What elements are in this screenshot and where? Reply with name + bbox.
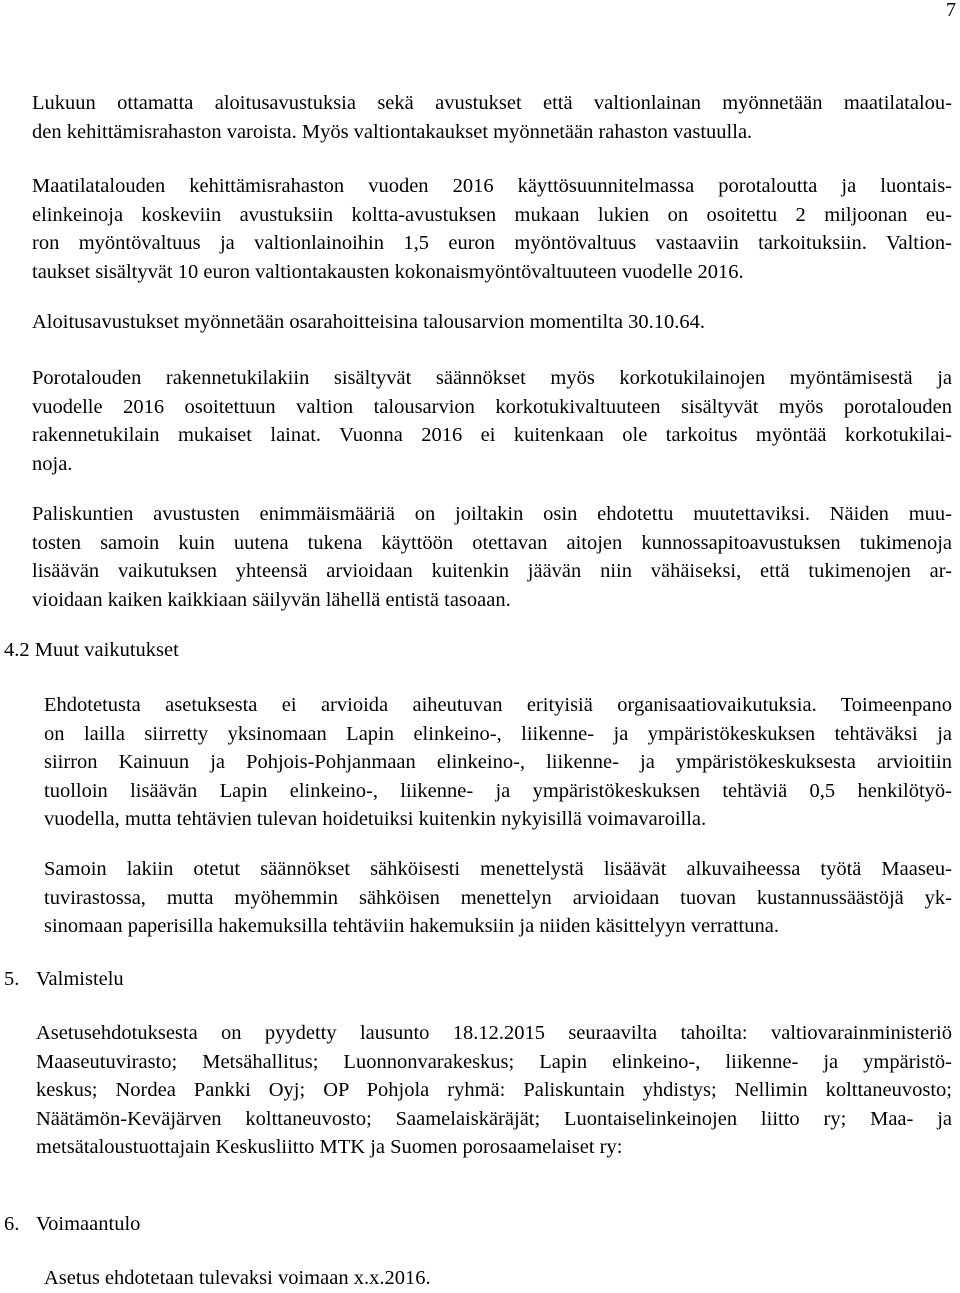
- text-line: lisäävän vaikutuksen yhteensä arvioidaan kuitenkin jäävän niin vähäiseksi, että tukimenojen ar-: [32, 560, 952, 582]
- text-line: elinkeinoja koskeviin avustuksiin koltta-avustuksen mukaan lukien on osoitettu 2 miljoonan eu-: [32, 203, 952, 226]
- text-line: Asetusehdotuksesta on pyydetty lausunto 18.12.2015 seuraavilta tahoilta: valtiovarainministeriö: [36, 1022, 952, 1044]
- section-number: 5.: [4, 968, 20, 990]
- text-line: siirron Kainuun ja Pohjois-Pohjanmaan elinkeino-, liikenne- ja ympäristökeskuksesta arvioitiin: [44, 751, 952, 773]
- text-line: vioidaan kaiken kaikkiaan säilyvän lähellä entistä tasoaan.: [32, 588, 511, 611]
- text-line: vuodelle 2016 osoitettuun valtion talousarvion korkotukivaltuuteen sisältyvät myös porotalouden: [32, 395, 952, 418]
- text-line: Porotalouden rakennetukilakiin sisältyvät säännökset myös korkotukilainojen myöntämisestä ja: [32, 367, 952, 389]
- text-line: Näätämön-Keväjärven kolttaneuvosto; Saamelaiskäräjät; Luontaiselinkeinojen liitto ry; Maa- ja: [36, 1107, 952, 1130]
- text-line: on lailla siirretty yksinomaan Lapin elinkeino-, liikenne- ja ympäristökeskuksen tehtäväksi ja: [44, 722, 952, 745]
- text-line: Aloitusavustukset myönnetään osarahoitteisina talousarvion momentilta 30.10.64.: [32, 311, 705, 333]
- paragraph-interest-subsidy: [32, 364, 952, 478]
- section-title: Voimaantulo: [36, 1213, 141, 1235]
- paragraph-entry-into-force: [44, 1264, 952, 1293]
- text-line: Samoin lakiin otetut säännökset sähköisesti menettelystä lisäävät alkuvaiheessa työtä Maaseu-: [44, 858, 952, 880]
- text-line: ron myöntövaltuus ja valtionlainoihin 1,5 euron myöntövaltuus vastaaviin tarkoituksiin. Valtion-: [32, 232, 952, 254]
- text-line: taukset sisältyvät 10 euron valtiontakausten kokonaismyöntövaltuuteen vuodelle 2016.: [32, 260, 744, 283]
- section-title: Valmistelu: [36, 968, 124, 990]
- text-line: Maaseutuvirasto; Metsähallitus; Luonnonvarakeskus; Lapin elinkeino-, liikenne- ja ympäristö-: [36, 1050, 952, 1073]
- text-line: Asetus ehdotetaan tulevaksi voimaan x.x.2016.: [44, 1267, 431, 1289]
- paragraph-organisational-effects: [44, 691, 952, 834]
- text-line: keskus; Nordea Pankki Oyj; OP Pohjola ryhmä: Paliskuntain yhdistys; Nellimin kolttaneuvosto;: [36, 1079, 952, 1101]
- paragraph-herding-cooperatives: [32, 500, 952, 614]
- text-line: metsätaloustuottajain Keskusliitto MTK ja Suomen porosaamelaiset ry:: [36, 1136, 623, 1158]
- paragraph-consultation: [36, 1019, 952, 1162]
- section-heading-5: [4, 965, 124, 994]
- paragraph-electronic-procedure: [44, 855, 952, 941]
- text-line: noja.: [32, 452, 73, 475]
- paragraph-start-grants: [32, 308, 952, 337]
- section-heading-4-2: 4.2 Muut vaikutukset: [4, 639, 179, 661]
- text-line: tosten samoin kuin uutena tukena käyttöön otettavan aitojen kunnossapitoavustuksen tukimenoja: [32, 531, 952, 554]
- text-line: sinomaan paperisilla hakemuksilla tehtäviin hakemuksiin ja niiden käsittelyyn verrattuna.: [44, 915, 779, 937]
- text-line: tuolloin lisäävän Lapin elinkeino-, liikenne- ja ympäristökeskuksen tehtäviä 0,5 henkilötyö-: [44, 779, 952, 802]
- paragraph-funding-sources: [32, 89, 952, 146]
- section-heading-6: [4, 1210, 140, 1239]
- text-line: Ehdotetusta asetuksesta ei arvioida aiheutuvan erityisiä organisaatiovaikutuksia. Toimeenpano: [44, 694, 952, 716]
- paragraph-budget-plan: [32, 172, 952, 286]
- text-line: vuodella, mutta tehtävien tulevan hoidetuiksi kuitenkin nykyisillä voimavaroilla.: [44, 808, 707, 830]
- page-number: 7: [946, 0, 956, 21]
- text-line: tuvirastossa, mutta myöhemmin sähköisen menettelyn arvioidaan tuovan kustannussäästöjä yk-: [44, 886, 952, 909]
- text-line: Paliskuntien avustusten enimmäismääriä on joiltakin osin ehdotettu muutettaviksi. Näiden muu-: [32, 503, 952, 525]
- text-line: Maatilatalouden kehittämisrahaston vuoden 2016 käyttösuunnitelmassa porotaloutta ja luontais-: [32, 175, 952, 197]
- text-line: den kehittämisrahaston varoista. Myös valtiontakaukset myönnetään rahaston vastuulla.: [32, 120, 753, 143]
- text-line: Lukuun ottamatta aloitusavustuksia sekä avustukset että valtionlainan myönnetään maatilatalou-: [32, 92, 952, 114]
- section-number: 6.: [4, 1213, 20, 1235]
- text-line: rakennetukilain mukaiset lainat. Vuonna 2016 ei kuitenkaan ole tarkoitus myöntää korkotukilai-: [32, 424, 952, 446]
